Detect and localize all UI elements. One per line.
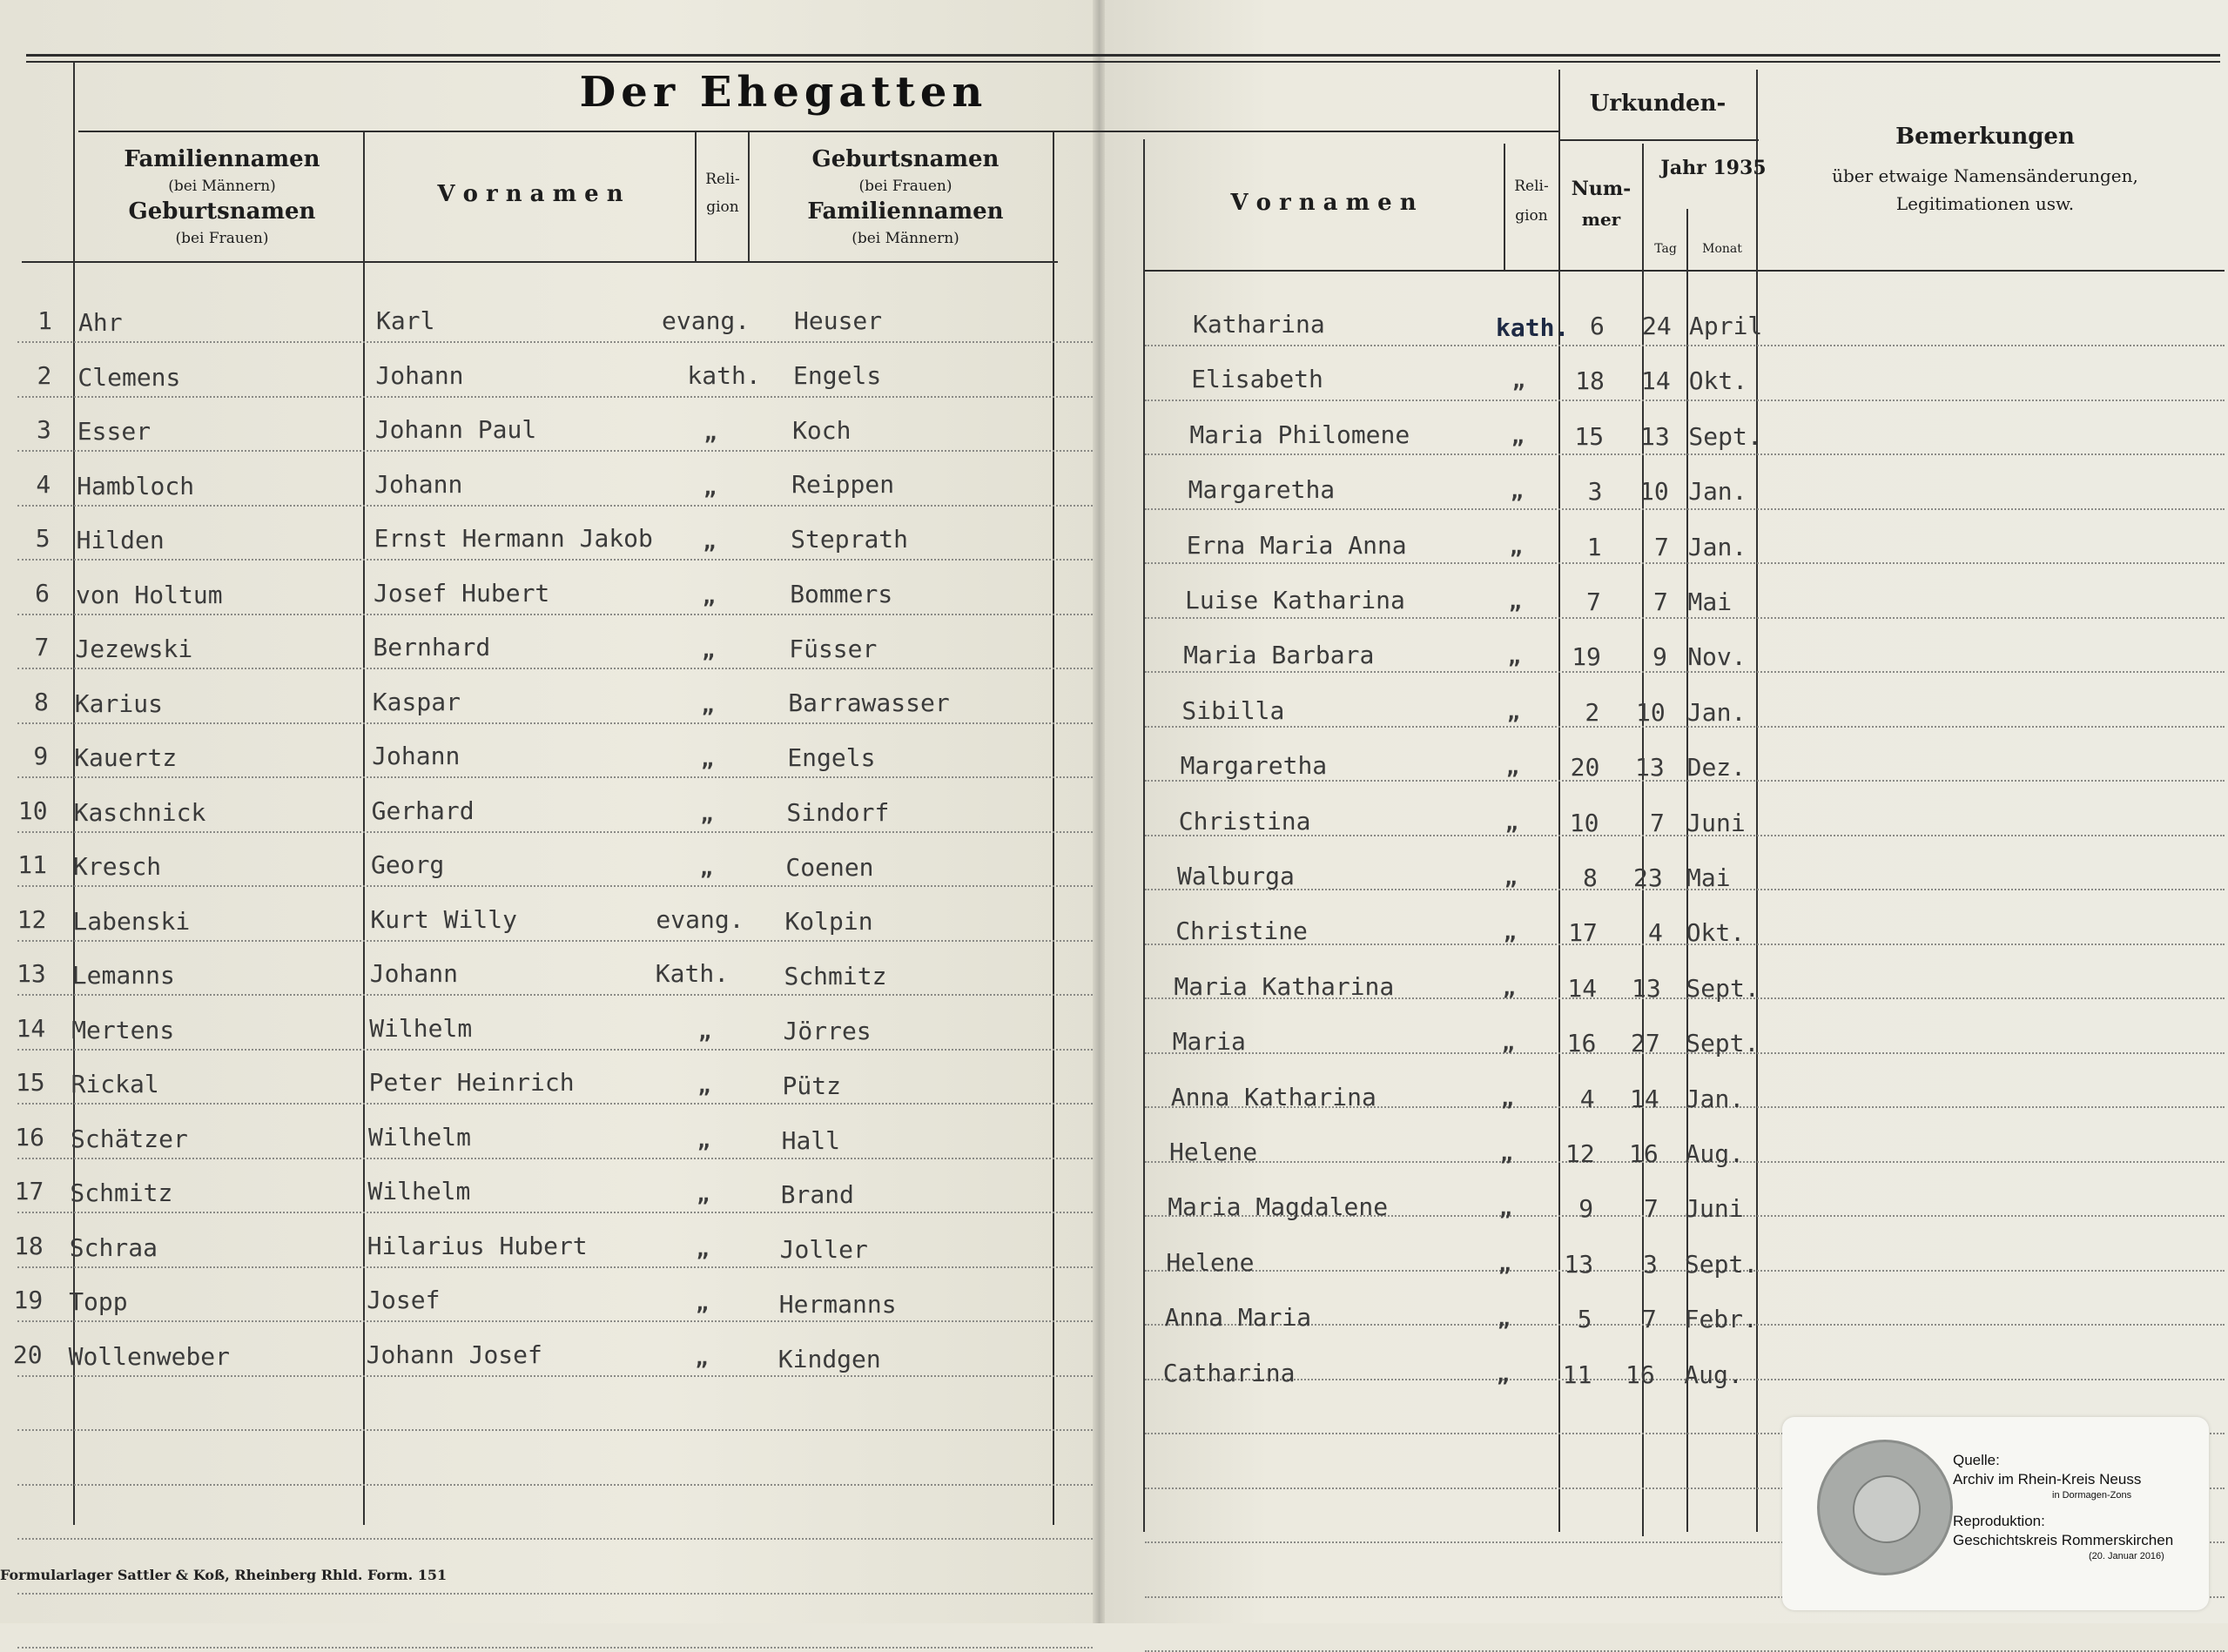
cert-number: 9 (1578, 1194, 1594, 1224)
row-guide-right (1145, 889, 2225, 890)
row-guide-left (17, 722, 1093, 724)
hdr-birth-1: Geburtsnamen (811, 146, 1000, 172)
row-guide-left (17, 1538, 1093, 1540)
religion: „ (696, 1291, 709, 1315)
row-guide-left (17, 1212, 1093, 1213)
vline-religion2 (1558, 70, 1560, 1532)
first-name-2: Anna Katharina (1170, 1082, 1377, 1111)
stamp-repro-date: (20. Januar 2016) (2089, 1551, 2164, 1561)
religion: „ (696, 1236, 710, 1261)
birth-name: Kolpin (784, 907, 873, 937)
family-name: Wollenweber (68, 1341, 231, 1371)
cert-month: Febr. (1684, 1305, 1758, 1334)
row-number: 4 (36, 469, 51, 499)
top-rule (26, 54, 2220, 57)
family-name: Schätzer (71, 1124, 188, 1153)
row-guide-left (17, 505, 1093, 507)
cert-number: 2 (1585, 697, 1600, 727)
religion: evang. (662, 306, 751, 335)
hdr-nummer-a: Num- (1571, 178, 1632, 200)
hdr-family-2: (bei Männern) (168, 178, 276, 195)
row-number: 1 (37, 306, 52, 335)
row-guide-left (17, 1320, 1093, 1322)
hdr-religion-a: Reli- (705, 171, 740, 188)
cert-month: Okt. (1688, 366, 1748, 396)
birth-name: Kindgen (777, 1344, 881, 1373)
row-guide-left (17, 831, 1093, 833)
row-guide-left (17, 1103, 1093, 1105)
cert-month: Jan. (1688, 477, 1747, 507)
hdr-birth-2: (bei Frauen) (858, 178, 952, 195)
row-guide-left (17, 1484, 1093, 1486)
religion-2: „ (1507, 699, 1520, 724)
religion: „ (703, 420, 717, 445)
religion: „ (700, 801, 714, 826)
row-guide-left (17, 940, 1093, 942)
birth-name: Koch (792, 415, 851, 445)
first-name: Ernst Hermann Jakob (374, 524, 653, 553)
cert-number: 4 (1579, 1084, 1595, 1113)
first-name: Kurt Willy (370, 904, 517, 934)
birth-name: Barrawasser (788, 688, 950, 718)
cert-day: 24 (1642, 312, 1672, 340)
row-guide-left (17, 1375, 1093, 1377)
cert-month: Aug. (1684, 1360, 1743, 1389)
urkunden-underline (1558, 139, 1759, 141)
birth-name: Steprath (791, 525, 909, 554)
family-name: von Holtum (76, 580, 223, 609)
cert-day: 16 (1629, 1139, 1659, 1168)
first-name: Wilhelm (369, 1013, 473, 1043)
first-name-2: Katharina (1193, 310, 1325, 339)
row-number: 7 (34, 633, 50, 661)
row-guide-right (1145, 1052, 2225, 1054)
eagle-icon (1853, 1475, 1921, 1543)
cert-number: 19 (1572, 642, 1601, 672)
row-number: 8 (33, 687, 49, 716)
birth-name: Joller (779, 1235, 868, 1265)
vline-religion (748, 132, 750, 263)
row-guide-right (1145, 671, 2225, 673)
row-number: 14 (16, 1013, 46, 1043)
family-name: Jezewski (75, 635, 193, 663)
cert-day: 13 (1635, 753, 1665, 782)
cert-day: 7 (1653, 588, 1668, 616)
cert-number: 6 (1590, 312, 1605, 340)
first-name-2: Elisabeth (1191, 365, 1323, 394)
cert-month: Juni (1685, 1194, 1744, 1224)
cert-number: 18 (1575, 366, 1605, 396)
page-fold (1093, 0, 1105, 1623)
religion: Kath. (655, 959, 730, 988)
religion-2: „ (1505, 809, 1518, 835)
row-guide-left (17, 450, 1093, 452)
first-name: Johann (375, 360, 464, 390)
hdr-vornamen2: V o r n a m e n (1230, 190, 1417, 216)
cert-month: Jan. (1685, 1084, 1745, 1113)
religion-2: kath. (1496, 313, 1570, 342)
first-name-2: Margaretha (1180, 751, 1328, 781)
hdr-birth-3: Familiennamen (807, 198, 1004, 225)
cert-day: 10 (1636, 697, 1666, 727)
religion: „ (695, 1345, 709, 1370)
stamp-repro-label: Reproduktion: (1953, 1513, 2045, 1529)
cert-day: 7 (1644, 1194, 1659, 1224)
row-guide-left (17, 1158, 1093, 1159)
seal-logo (1817, 1440, 1953, 1575)
religion: „ (697, 1073, 711, 1098)
religion-2: „ (1511, 479, 1524, 504)
cert-month: Juni (1686, 808, 1746, 837)
first-name: Johann (372, 742, 461, 770)
first-name: Johann (374, 469, 463, 499)
row-guide-left (17, 885, 1093, 887)
cert-month: Jan. (1687, 532, 1747, 561)
religion-2: „ (1498, 1306, 1511, 1332)
birth-name: Bommers (790, 579, 893, 608)
first-name-2: Erna Maria Anna (1186, 530, 1407, 560)
hdr-vornamen: V o r n a m e n (437, 181, 623, 207)
row-guide-left (17, 396, 1093, 398)
cert-month: Mai (1686, 863, 1731, 892)
first-name-2: Anna Maria (1164, 1303, 1312, 1333)
row-number: 19 (13, 1286, 44, 1314)
first-name-2: Sibilla (1181, 695, 1285, 725)
cert-day: 14 (1630, 1084, 1659, 1113)
birth-name: Hermanns (778, 1289, 897, 1319)
family-name: Kresch (73, 852, 162, 881)
birth-name: Brand (780, 1180, 854, 1210)
first-name-2: Maria Philomene (1189, 420, 1410, 449)
row-number: 16 (15, 1122, 44, 1152)
cert-number: 20 (1570, 753, 1600, 782)
row-guide-left (17, 614, 1093, 615)
birth-name: Engels (793, 360, 882, 390)
first-name-2: Maria (1172, 1027, 1246, 1057)
family-name: Hambloch (77, 471, 195, 500)
family-name: Rickal (71, 1070, 159, 1098)
religion-2: „ (1498, 1251, 1511, 1276)
cert-day: 4 (1648, 918, 1663, 948)
first-name-2: Christina (1178, 806, 1311, 836)
row-guide-left (17, 1049, 1093, 1051)
birth-name: Coenen (785, 852, 874, 882)
religion-2: „ (1511, 423, 1525, 448)
cert-number: 8 (1583, 863, 1598, 892)
religion-2: „ (1504, 865, 1518, 890)
cert-month: Mai (1687, 588, 1733, 616)
birth-name: Hall (781, 1125, 841, 1155)
cert-day: 14 (1641, 366, 1671, 396)
first-name-2: Helene (1166, 1247, 1255, 1277)
cert-day: 27 (1631, 1029, 1660, 1058)
cert-number: 14 (1567, 973, 1598, 1003)
hdr-birth-4: (bei Männern) (851, 230, 959, 247)
cert-day: 9 (1652, 642, 1667, 672)
cert-month: Nov. (1687, 642, 1747, 672)
religion: „ (698, 1018, 711, 1044)
cert-month: Jan. (1686, 697, 1747, 727)
row-number: 18 (14, 1231, 44, 1260)
first-name: Johann Josef (366, 1340, 542, 1369)
row-number: 11 (17, 850, 47, 879)
family-name: Kaschnick (73, 797, 206, 827)
row-number: 2 (37, 360, 52, 390)
row-number: 13 (17, 959, 46, 988)
cert-number: 5 (1577, 1305, 1592, 1334)
birth-name: Reippen (791, 470, 895, 500)
row-guide-left (17, 341, 1093, 343)
cert-number: 10 (1569, 808, 1599, 837)
birth-name: Heuser (794, 306, 883, 335)
religion: „ (703, 474, 717, 500)
religion: „ (703, 583, 716, 608)
header-bottom-left (22, 261, 1058, 263)
family-name: Lemanns (71, 961, 175, 990)
first-name-2: Margaretha (1188, 475, 1336, 505)
religion-2: „ (1503, 975, 1516, 1000)
cert-day: 3 (1643, 1249, 1658, 1279)
family-name: Kauertz (74, 743, 178, 772)
birth-name: Sindorf (786, 797, 890, 827)
row-guide-left (17, 1647, 1093, 1649)
row-number: 9 (33, 742, 49, 770)
family-name: Schraa (69, 1232, 158, 1262)
cert-number: 17 (1568, 918, 1598, 948)
hdr-family-3: Geburtsnamen (128, 198, 316, 225)
birth-name: Schmitz (784, 962, 887, 991)
family-name: Labenski (72, 906, 191, 936)
printer-imprint: Formularlager Sattler & Koß, Rheinberg Rhld. Form. 151 (0, 1567, 448, 1583)
first-name: Bernhard (373, 633, 491, 661)
row-guide-left (17, 1593, 1093, 1595)
hdr-jahr: Jahr 1935 (1660, 157, 1767, 179)
cert-month: Sept. (1688, 421, 1762, 451)
cert-day: 23 (1633, 863, 1663, 892)
cert-day: 7 (1654, 532, 1669, 561)
family-name: Mertens (71, 1015, 175, 1044)
stamp-quelle-label: Quelle: (1953, 1452, 2000, 1468)
row-number: 15 (15, 1068, 45, 1097)
first-name-2: Maria Barbara (1183, 641, 1375, 670)
row-guide-left (17, 1266, 1093, 1268)
family-name: Ahr (78, 308, 123, 337)
birth-name: Jörres (783, 1017, 872, 1045)
row-guide-right (1145, 780, 2225, 782)
first-name: Johann Paul (374, 415, 537, 444)
cert-number: 13 (1564, 1249, 1594, 1279)
archive-stamp (1782, 1417, 2209, 1610)
first-name-2: Walburga (1177, 862, 1295, 890)
cert-month: Dez. (1686, 753, 1747, 782)
first-name: Georg (371, 850, 445, 879)
religion: evang. (656, 904, 744, 934)
first-name-2: Maria Magdalene (1168, 1192, 1389, 1222)
birth-name: Engels (787, 743, 876, 773)
hdr-bemerk-3: Legitimationen usw. (1895, 193, 2075, 214)
row-guide-left (17, 776, 1093, 778)
first-name: Peter Heinrich (368, 1068, 575, 1097)
religion-2: „ (1510, 534, 1523, 559)
hdr-urkunden: Urkunden- (1589, 91, 1727, 117)
religion: „ (702, 638, 715, 662)
row-number: 17 (14, 1177, 44, 1205)
cert-month: Sept. (1684, 1249, 1759, 1279)
row-number: 5 (35, 524, 50, 553)
row-guide-right (1145, 508, 2225, 510)
hdr-religion2-b: gion (1515, 207, 1548, 225)
title-underline (78, 131, 1558, 132)
religion-2: „ (1502, 1031, 1515, 1056)
first-name: Josef (367, 1286, 441, 1314)
religion-2: „ (1504, 920, 1517, 945)
row-guide-right (1145, 453, 2225, 455)
religion-2: „ (1508, 644, 1521, 669)
cert-number: 7 (1586, 588, 1601, 616)
religion-2: „ (1501, 1085, 1514, 1111)
cert-month: April (1689, 312, 1763, 340)
religion: „ (701, 747, 714, 771)
cert-number: 3 (1587, 477, 1603, 507)
cert-day: 10 (1639, 477, 1669, 507)
family-name: Clemens (77, 362, 181, 392)
hdr-monat: Monat (1702, 242, 1742, 256)
first-name: Gerhard (371, 796, 475, 825)
family-name: Schmitz (70, 1179, 173, 1207)
cert-number: 1 (1586, 532, 1602, 561)
cert-day: 13 (1640, 421, 1670, 451)
cert-month: Sept. (1686, 1029, 1760, 1058)
cert-number: 16 (1566, 1029, 1597, 1058)
vline-vorname (695, 132, 697, 263)
birth-name: Füsser (789, 634, 878, 663)
religion-2: „ (1506, 755, 1519, 780)
row-guide-right (1145, 617, 2225, 619)
row-guide-right (1145, 345, 2225, 346)
first-name-2: Maria Katharina (1174, 971, 1395, 1001)
religion: „ (703, 529, 717, 554)
page-title: Der Ehegatten (579, 68, 988, 117)
first-name-2: Catharina (1162, 1358, 1296, 1387)
row-number: 3 (36, 415, 51, 444)
religion: „ (697, 1127, 710, 1152)
cert-month: Aug. (1685, 1139, 1744, 1168)
first-name-2: Luise Katharina (1185, 586, 1405, 614)
religion-2: „ (1497, 1361, 1510, 1387)
row-guide-right (1145, 400, 2225, 401)
first-name: Kaspar (372, 687, 461, 716)
family-name: Esser (77, 417, 151, 446)
cert-number: 15 (1574, 421, 1605, 451)
hdr-religion2-a: Reli- (1514, 178, 1549, 195)
first-name: Johann (369, 959, 458, 988)
religion-2: „ (1499, 1196, 1512, 1221)
cert-month: Okt. (1686, 918, 1746, 948)
hdr-bemerk-2: über etwaige Namensänderungen, (1832, 165, 2138, 186)
hdr-family-1: Familiennamen (124, 146, 320, 172)
birth-name: Pütz (782, 1071, 841, 1100)
first-name: Hilarius Hubert (367, 1231, 588, 1260)
religion-2: „ (1509, 589, 1522, 614)
religion-2: „ (1512, 368, 1525, 393)
stamp-quelle-sub: in Dormagen-Zons (2052, 1490, 2132, 1501)
cert-month: Sept. (1686, 973, 1760, 1003)
hdr-family-4: (bei Frauen) (175, 230, 269, 247)
family-name: Karius (74, 688, 163, 718)
cert-day: 7 (1650, 808, 1665, 837)
family-name: Topp (69, 1287, 128, 1316)
stamp-quelle-value: Archiv im Rhein-Kreis Neuss (1953, 1471, 2142, 1487)
first-name: Josef Hubert (374, 578, 550, 608)
hdr-bemerk-1: Bemerkungen (1895, 124, 2075, 150)
row-number: 20 (12, 1340, 43, 1369)
religion: „ (700, 856, 713, 880)
hdr-tag: Tag (1654, 242, 1677, 256)
row-number: 12 (17, 904, 47, 934)
cert-day: 16 (1626, 1360, 1655, 1389)
row-number: 10 (17, 796, 48, 825)
top-rule-2 (26, 61, 2220, 63)
first-name: Wilhelm (367, 1177, 471, 1205)
cert-number: 12 (1565, 1139, 1595, 1168)
first-name: Karl (376, 306, 435, 335)
cert-number: 11 (1562, 1360, 1592, 1389)
family-name: Hilden (76, 526, 165, 554)
stamp-repro-value: Geschichtskreis Rommerskirchen (1953, 1532, 2174, 1548)
row-guide-right (1145, 562, 2225, 564)
cert-day: 7 (1642, 1305, 1657, 1334)
religion: „ (701, 692, 715, 717)
hdr-religion-b: gion (706, 198, 739, 216)
row-guide-left (17, 668, 1093, 669)
religion: „ (697, 1182, 710, 1206)
hdr-nummer-b: mer (1581, 209, 1621, 230)
first-name: Wilhelm (368, 1122, 472, 1152)
religion-2: „ (1500, 1141, 1513, 1165)
first-name-2: Helene (1169, 1138, 1258, 1166)
row-guide-right (1145, 726, 2225, 728)
row-guide-left (17, 994, 1093, 996)
row-guide-left (17, 559, 1093, 561)
religion: kath. (687, 360, 761, 390)
cert-day: 13 (1632, 973, 1661, 1003)
header-bottom-right (1145, 270, 2225, 272)
row-number: 6 (35, 578, 50, 608)
first-name-2: Christine (1175, 917, 1308, 946)
row-guide-left (17, 1429, 1093, 1431)
